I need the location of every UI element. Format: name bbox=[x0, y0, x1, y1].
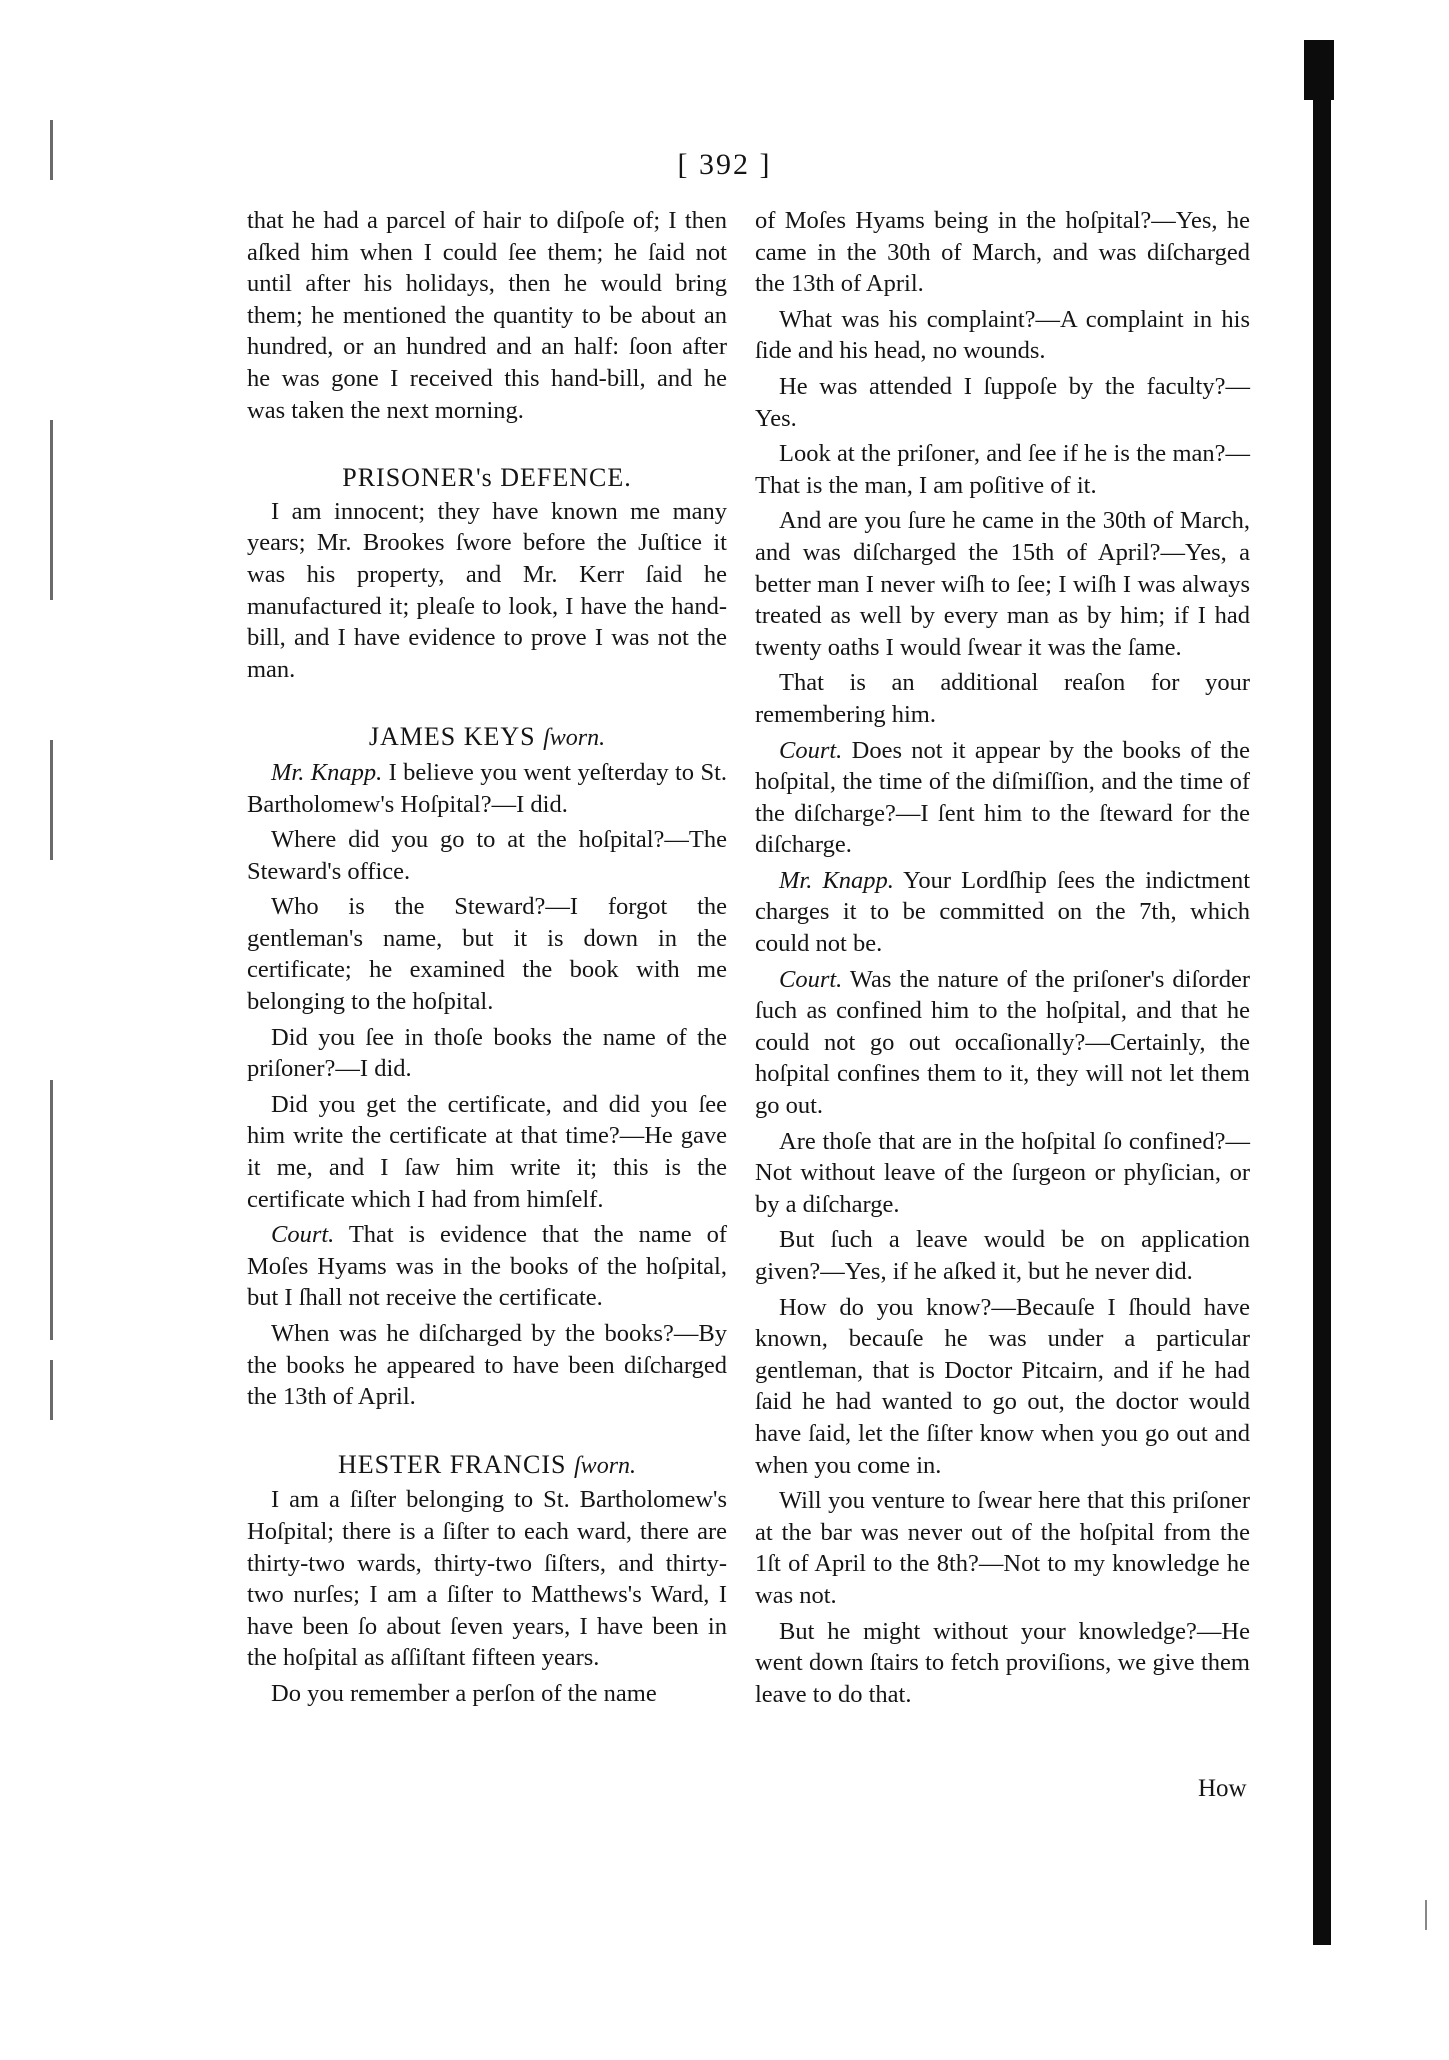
paragraph: Did you get the certificate, and did you ſee him write the certificate at that time?—He gave it me, and I ſaw him write it; this is the certificate which I had from himſelf. bbox=[247, 1090, 727, 1213]
right-column bbox=[755, 205, 1250, 1714]
page-number: [ 392 ] bbox=[677, 148, 772, 181]
paragraph: Who is the Steward?—I forgot the gentleman's name, but it is down in the certificate; he examined the book with me belonging to the hoſpital. bbox=[247, 893, 727, 1016]
witness-name: HESTER FRANCIS bbox=[337, 1449, 567, 1479]
speaker-label: Mr. Knapp. bbox=[779, 866, 894, 894]
paragraph: But ſuch a leave would be on application given?—Yes, if he aſked it, but he never did. bbox=[755, 1226, 1250, 1285]
binding-bar bbox=[1313, 40, 1331, 1945]
paragraph-text: Does not it appear by the books of the hoſpital, the time of the diſmiſſion, and the time of the diſcharge?—I ſent him to the ſteward for the diſcharge. bbox=[755, 736, 1251, 859]
paragraph: Will you venture to ſwear here that this priſoner at the bar was never out of the hoſpital from the 1ſt of April to the 8th?—Not to my knowledge he was not. bbox=[755, 1487, 1250, 1609]
edge-mark bbox=[50, 420, 53, 600]
paragraph: that he had a parcel of hair to diſpoſe of; I then aſked him when I could ſee them; he ſaid not until after his holidays, then he would bring them; he mentioned the quantity to be about an hundred, or an hundred and an half: ſoon after he was gone I received this hand-bill, and he was taken the next morning. bbox=[247, 207, 727, 424]
paragraph: That is an additional reaſon for your remembering him. bbox=[755, 669, 1250, 728]
paragraph-text: Your Lordſhip ſees the indictment charges it to be committed on the 7th, which could not be. bbox=[755, 866, 1250, 958]
paragraph: When was he diſcharged by the books?—By the books he appeared to have been diſcharged the 13th of April. bbox=[247, 1320, 727, 1411]
paragraph: Did you ſee in thoſe books the name of the priſoner?—I did. bbox=[247, 1023, 727, 1083]
witness-name: JAMES KEYS bbox=[368, 722, 536, 752]
paragraph: What was his complaint?—A complaint in his ſide and his head, no wounds. bbox=[755, 305, 1250, 365]
section-heading bbox=[247, 721, 727, 755]
paragraph bbox=[247, 757, 727, 820]
paragraph: How do you know?—Becauſe I ſhould have known, becauſe he was under a particular gentleman, that is Doctor Pitcairn, and if he had ſaid he had wanted to go out, the doctor would have ſaid, let the ſiſter know when you go out and when you come in. bbox=[755, 1293, 1250, 1479]
paragraph: But he might without your knowledge?—He went down ſtairs to fetch proviſions, we give them leave to do that. bbox=[755, 1617, 1250, 1708]
speaker-label: Court. bbox=[271, 1221, 335, 1249]
paragraph-text: I believe you went yeſterday to St. Bartholomew's Hoſpital?—I did. bbox=[247, 758, 728, 818]
right-edge-tick bbox=[1425, 1900, 1427, 1930]
edge-mark bbox=[50, 1080, 53, 1340]
paragraph: Look at the priſoner, and ſee if he is the man?—That is the man, I am poſitive of it. bbox=[755, 440, 1250, 499]
paragraph-text: Was the nature of the priſoner's diſorder ſuch as confined him to the hoſpital, and that he could not go out occaſionally?—Certainly, the hoſpital confines them to it, they will not let them go out. bbox=[755, 965, 1250, 1120]
section-heading bbox=[247, 1449, 727, 1483]
binding-bar-top bbox=[1304, 40, 1334, 100]
edge-mark bbox=[50, 740, 53, 860]
catchword: How bbox=[1198, 1775, 1247, 1802]
paragraph: And are you ſure he came in the 30th of March, and was diſcharged the 15th of April?—Yes, a better man I never wiſh to ſee; I wiſh I was always treated as well by every man as by him; if I had twenty oaths I would ſwear it was the ſame. bbox=[755, 507, 1250, 661]
paragraph bbox=[755, 865, 1250, 960]
speaker-label: Court. bbox=[779, 965, 843, 993]
paragraph: I am a ſiſter belonging to St. Bartholomew's Hoſpital; there is a ſiſter to each ward, there are thirty-two wards, thirty-two ſiſters, and thirty-two nurſes; I am a ſiſter to Matthews's Ward, I have been ſo about ſeven years, I have been in the hoſpital as aſſiſtant fifteen years. bbox=[247, 1486, 727, 1672]
sworn-label: ſworn. bbox=[574, 1452, 637, 1479]
paragraph: Are thoſe that are in the hoſpital ſo confined?—Not without leave of the ſurgeon or phyſician, or by a diſcharge. bbox=[755, 1127, 1250, 1218]
paragraph: I am innocent; they have known me many years; Mr. Brookes ſwore before the Juſtice it was his property, and Mr. Kerr ſaid he manufactured it; pleaſe to look, I have the hand-bill, and I have evidence to prove I was not the man. bbox=[247, 497, 727, 683]
left-column bbox=[247, 205, 727, 1714]
section-heading: PRISONER's DEFENCE. bbox=[342, 463, 632, 493]
paragraph-text: That is evidence that the name of Moſes Hyams was in the books of the hoſpital, but I ſhall not receive the certificate. bbox=[247, 1221, 727, 1312]
paragraph: Where did you go to at the hoſpital?—The Steward's office. bbox=[247, 826, 727, 885]
paragraph: He was attended I ſuppoſe by the faculty?—Yes. bbox=[755, 372, 1250, 432]
speaker-label: Court. bbox=[779, 736, 843, 764]
sworn-label: ſworn. bbox=[543, 725, 606, 752]
paragraph bbox=[755, 735, 1250, 861]
paragraph bbox=[755, 964, 1250, 1122]
paragraph: of Moſes Hyams being in the hoſpital?—Yes, he came in the 30th of March, and was diſcharged the 13th of April. bbox=[755, 207, 1250, 298]
edge-mark bbox=[50, 1360, 53, 1420]
paragraph: Do you remember a perſon of the name bbox=[271, 1679, 657, 1707]
speaker-label: Mr. Knapp. bbox=[271, 758, 383, 786]
paragraph bbox=[247, 1219, 727, 1314]
